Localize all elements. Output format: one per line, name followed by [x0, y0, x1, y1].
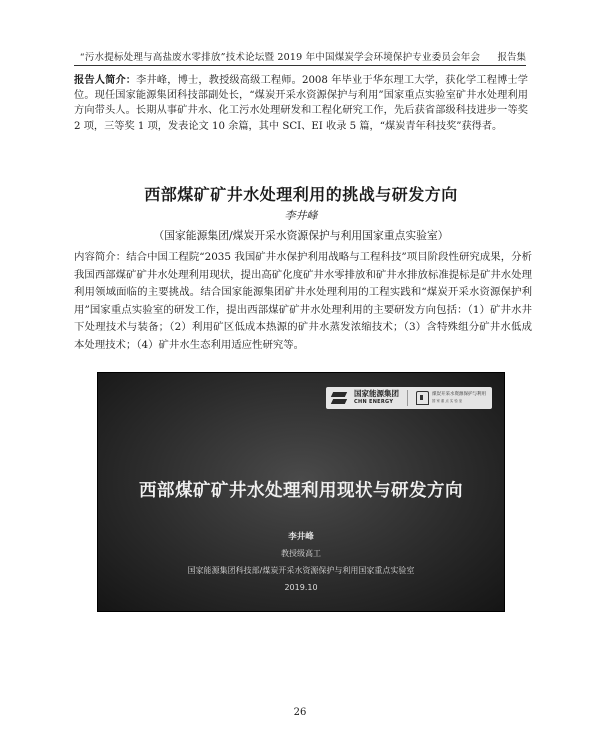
lab-logo-text: [432, 392, 486, 404]
logo-divider: [407, 390, 408, 406]
running-header-section: 报告集: [497, 52, 526, 63]
slide-speaker-name: 李井峰: [288, 532, 314, 542]
slide-logos: [326, 387, 492, 409]
paper-affiliation: （国家能源集团/煤炭开采水资源保护与利用国家重点实验室）: [153, 229, 449, 242]
logo-en: CHN ENERGY: [354, 399, 394, 405]
lab-logo-icon: [416, 391, 429, 405]
speaker-bio: [74, 73, 528, 134]
lab-cn: 煤炭开采水资源保护与利用: [432, 392, 486, 397]
paper-author: 李井峰: [284, 209, 318, 222]
slide-speaker-rank: 教授级高工: [281, 549, 321, 558]
page-number: 26: [293, 707, 307, 718]
slide-date: 2019.10: [284, 583, 318, 592]
bio-label: 报告人简介：: [74, 75, 137, 86]
lab-en: 国 家 重 点 实 验 室: [432, 399, 463, 403]
slide-title: 西部煤矿矿井水处理利用现状与研发方向: [139, 481, 463, 501]
paper-abstract: 内容简介：结合中国工程院“2035 我国矿井水保护利用战略与工程科技”项目阶段性研究成果，分析我国西部煤矿矿井水处理利用现状，提出高矿化度矿井水零排放和矿井水排放标准提标是矿井水处理利用领域面临的主要挑战。结合国家能源集团矿井水处理利用的工程实践和“煤炭开采水资源保护利用”国家重点实验室的研发工作，提出西部煤矿矿井水处理利用的主要研发方向包括：（1）矿井水井下处理技术与装备；（2）利用矿区低成本热源的矿井水蒸发浓缩技术；（3）含特殊组分矿井水低成本处理技术；（4）矿井水生态利用适应性研究等。: [74, 251, 532, 351]
paper-title: 西部煤矿矿井水处理利用的挑战与研发方向: [144, 185, 458, 204]
presentation-slide-image: [97, 372, 505, 612]
chn-energy-logo-text: [354, 390, 399, 406]
running-header: [74, 47, 526, 66]
lab-logo: [416, 391, 486, 405]
bio-text: 李井峰，博士，教授级高级工程师。2008 年毕业于华东理工大学，获化学工程博士学位。现任国家能源集团科技部副处长，“煤炭开采水资源保护与利用”国家重点实验室矿井水处理利用方向带头人。长期从事矿井水、化工污水处理研发和工程化研究工作，先后获省部级科技进步一等奖 2 项，三等奖 1 项，发表论文 10 余篇，其中 SCI、EI 收录 5 篇，“煤炭青年科技奖”获得者。: [74, 75, 528, 132]
chn-energy-logo-icon: [332, 391, 346, 405]
running-header-title: “污水提标处理与高盐废水零排放”技术论坛暨 2019 年中国煤炭学会环境保护专业委员会年会: [79, 52, 481, 63]
logo-cn: 国家能源集团: [354, 389, 399, 398]
slide-affiliation: 国家能源集团科技部/煤炭开采水资源保护与利用国家重点实验室: [187, 566, 415, 575]
